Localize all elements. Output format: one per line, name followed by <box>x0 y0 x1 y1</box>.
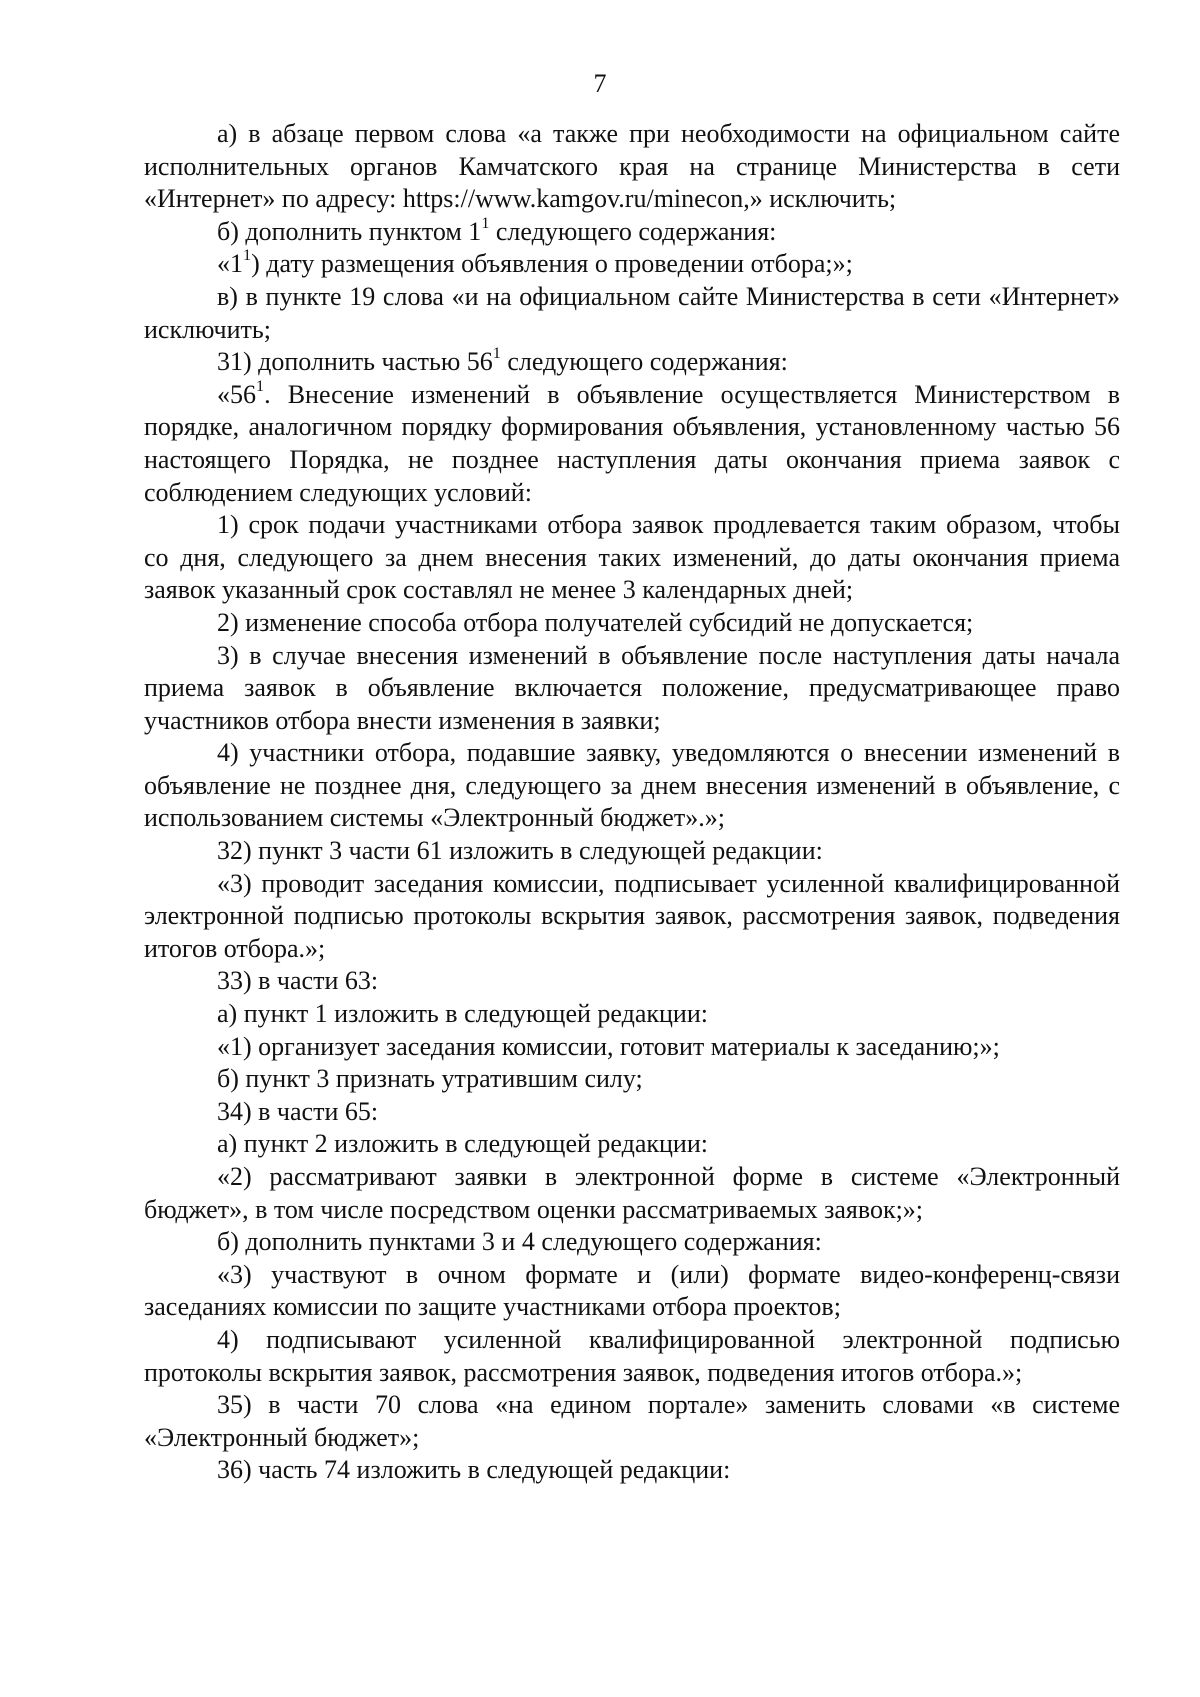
paragraph: 36) часть 74 изложить в следующей редакции: <box>217 1455 731 1485</box>
superscript: 1 <box>492 345 501 363</box>
paragraph <box>144 248 1120 281</box>
paragraph: в) в пункте 19 слова «и на официальном сайте Министерства в сети «Интернет» исключить; <box>144 281 1120 344</box>
paragraph: а) пункт 2 изложить в следующей редакции: <box>217 1129 708 1159</box>
document-body <box>144 118 1120 1487</box>
paragraph: б) дополнить пунктами 3 и 4 следующего содержания: <box>217 1227 822 1257</box>
paragraph: «1) организует заседания комиссии, готовит материалы к заседанию;»; <box>217 1031 1000 1061</box>
superscript: 1 <box>243 247 252 265</box>
paragraph-text: б) дополнить пунктом 1 <box>217 216 482 246</box>
paragraph: а) в абзаце первом слова «а также при необходимости на официальном сайте исполнительных органов Камчатского края на странице Министерства в сети «Интернет» по адресу: https://www.kamgov.ru/minecon,» исключить; <box>144 119 1120 214</box>
paragraph: б) пункт 3 признать утратившим силу; <box>217 1064 643 1094</box>
superscript: 1 <box>481 214 490 232</box>
paragraph: «2) рассматривают заявки в электронной форме в системе «Электронный бюджет», в том числе посредством оценки рассматриваемых заявок;»; <box>144 1162 1120 1224</box>
paragraph: «3) проводит заседания комиссии, подписывает усиленной квалифицированной электронной подписью протоколы вскрытия заявок, рассмотрения заявок, подведения итогов отбора.»; <box>144 868 1120 963</box>
paragraph: 32) пункт 3 части 61 изложить в следующей редакции: <box>217 836 823 866</box>
paragraph-text: «1 <box>217 249 243 279</box>
paragraph-text: ) дату размещения объявления о проведении отбора;»; <box>251 249 853 279</box>
paragraph: «3) участвуют в очном формате и (или) формате видео-конференц-связи заседаниях комиссии по защите участниками отбора проектов; <box>144 1259 1120 1322</box>
paragraph-text: «56 <box>217 379 256 409</box>
paragraph: 1) срок подачи участниками отбора заявок продлевается таким образом, чтобы со дня, следующего за днем внесения таких изменений, до даты окончания приема заявок указанный срок составлял не менее 3 календарных дней; <box>144 510 1120 605</box>
paragraph-text: . Внесение изменений в объявление осуществляется Министерством в порядке, аналогичном порядку формирования объявления, установленному частью 56 настоящего Порядка, не позднее наступления даты окончания приема заявок с соблюдением следующих условий: <box>144 379 1120 507</box>
paragraph-text: 31) дополнить частью 56 <box>217 347 493 377</box>
paragraph: а) пункт 1 изложить в следующей редакции: <box>217 999 708 1029</box>
paragraph <box>144 346 1120 379</box>
paragraph <box>144 216 1120 249</box>
paragraph: 35) в части 70 слова «на едином портале» заменить словами «в системе «Электронный бюджет»; <box>144 1390 1120 1452</box>
page-number: 7 <box>593 69 607 98</box>
paragraph <box>144 379 1120 509</box>
paragraph-text: следующего содержания: <box>500 347 788 377</box>
paragraph: 3) в случае внесения изменений в объявление после наступления даты начала приема заявок в объявление включается положение, предусматривающее право участников отбора внести изменения в заявки; <box>144 640 1120 735</box>
paragraph: 2) изменение способа отбора получателей субсидий не допускается; <box>217 607 974 637</box>
paragraph: 4) участники отбора, подавшие заявку, уведомляются о внесении изменений в объявление не позднее дня, следующего за днем внесения изменений в объявление, с использованием системы «Электронный бюджет».»; <box>144 738 1120 833</box>
paragraph: 33) в части 63: <box>217 966 379 996</box>
paragraph-text: следующего содержания: <box>489 216 777 246</box>
superscript: 1 <box>256 377 265 395</box>
paragraph: 4) подписывают усиленной квалифицированной электронной подписью протоколы вскрытия заявок, рассмотрения заявок, подведения итогов отбора.»; <box>144 1324 1120 1387</box>
paragraph: 34) в части 65: <box>217 1096 379 1126</box>
